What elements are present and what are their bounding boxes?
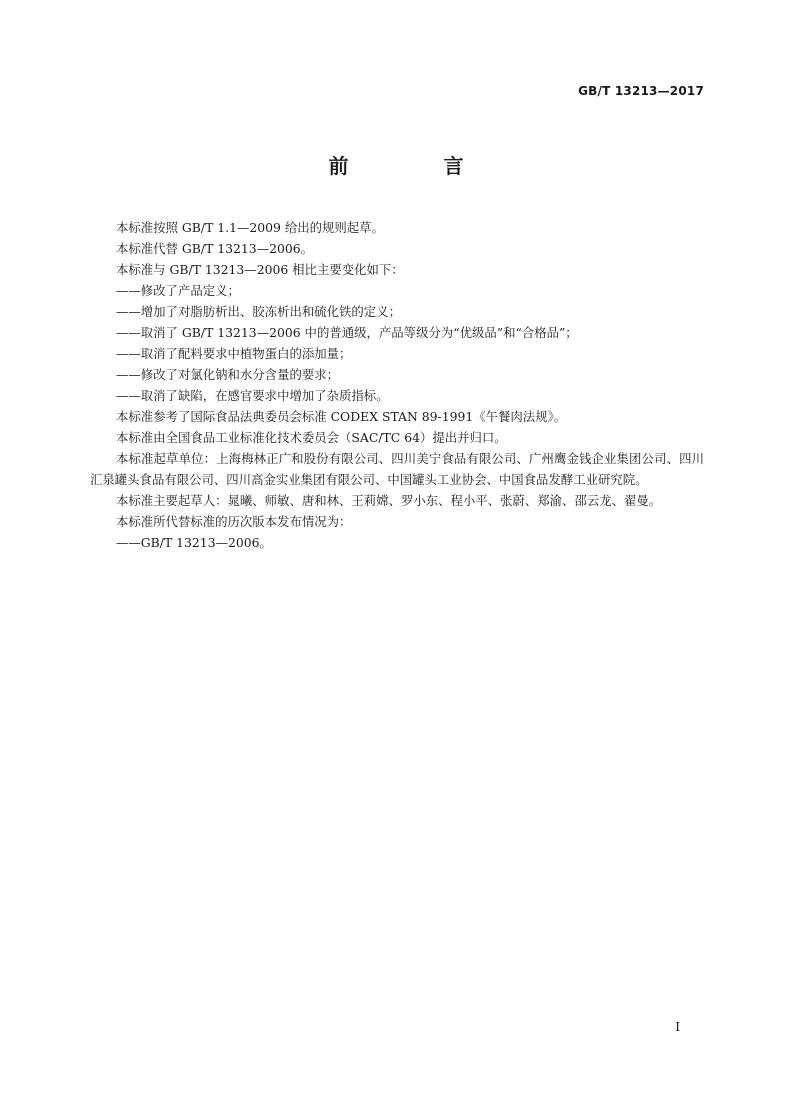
paragraph-history-intro: 本标准所代替标准的历次版本发布情况为： [116,514,352,529]
change-item: ——取消了 GB/T 13213—2006 中的普通级，产品等级分为“优级品”和“合格品”； [116,325,578,340]
change-item: ——修改了产品定义； [116,283,240,298]
paragraph-proposer: 本标准由全国食品工业标准化技术委员会（SAC/TC 64）提出并归口。 [116,430,507,445]
change-item: ——取消了配料要求中植物蛋白的添加量； [116,346,352,361]
standard-code: GB/T 13213—2017 [578,84,704,98]
paragraph-drafting-units: 本标准起草单位：上海梅林正广和股份有限公司、四川美宁食品有限公司、广州鹰金钱企业集团公司、四川汇泉罐头食品有限公司、四川高金实业集团有限公司、中国罐头工业协会、中国食品发酵工业研究院。 [90,451,704,487]
paragraph-changes-intro: 本标准与 GB/T 13213—2006 相比主要变化如下： [116,262,404,277]
paragraph-drafters: 本标准主要起草人：晁曦、师敏、唐和林、王莉嫦、罗小东、程小平、张蔚、郑渝、邵云龙、翟曼。 [116,493,662,508]
change-item: ——增加了对脂肪析出、胶冻析出和硫化铁的定义； [116,304,401,319]
change-item: ——取消了缺陷，在感官要求中增加了杂质指标。 [116,388,389,403]
page-title: 前 言 [328,154,508,178]
history-item: ——GB/T 13213—2006。 [116,535,272,550]
paragraph-replaces: 本标准代替 GB/T 13213—2006。 [116,241,314,256]
paragraph-reference: 本标准参考了国际食品法典委员会标准 CODEX STAN 89-1991《午餐肉法规》。 [116,409,567,424]
paragraph-drafting-rules: 本标准按照 GB/T 1.1—2009 给出的规则起草。 [116,220,384,235]
page-number: I [675,1020,680,1034]
foreword-body [90,217,704,553]
change-item: ——修改了对氯化钠和水分含量的要求； [116,367,340,382]
